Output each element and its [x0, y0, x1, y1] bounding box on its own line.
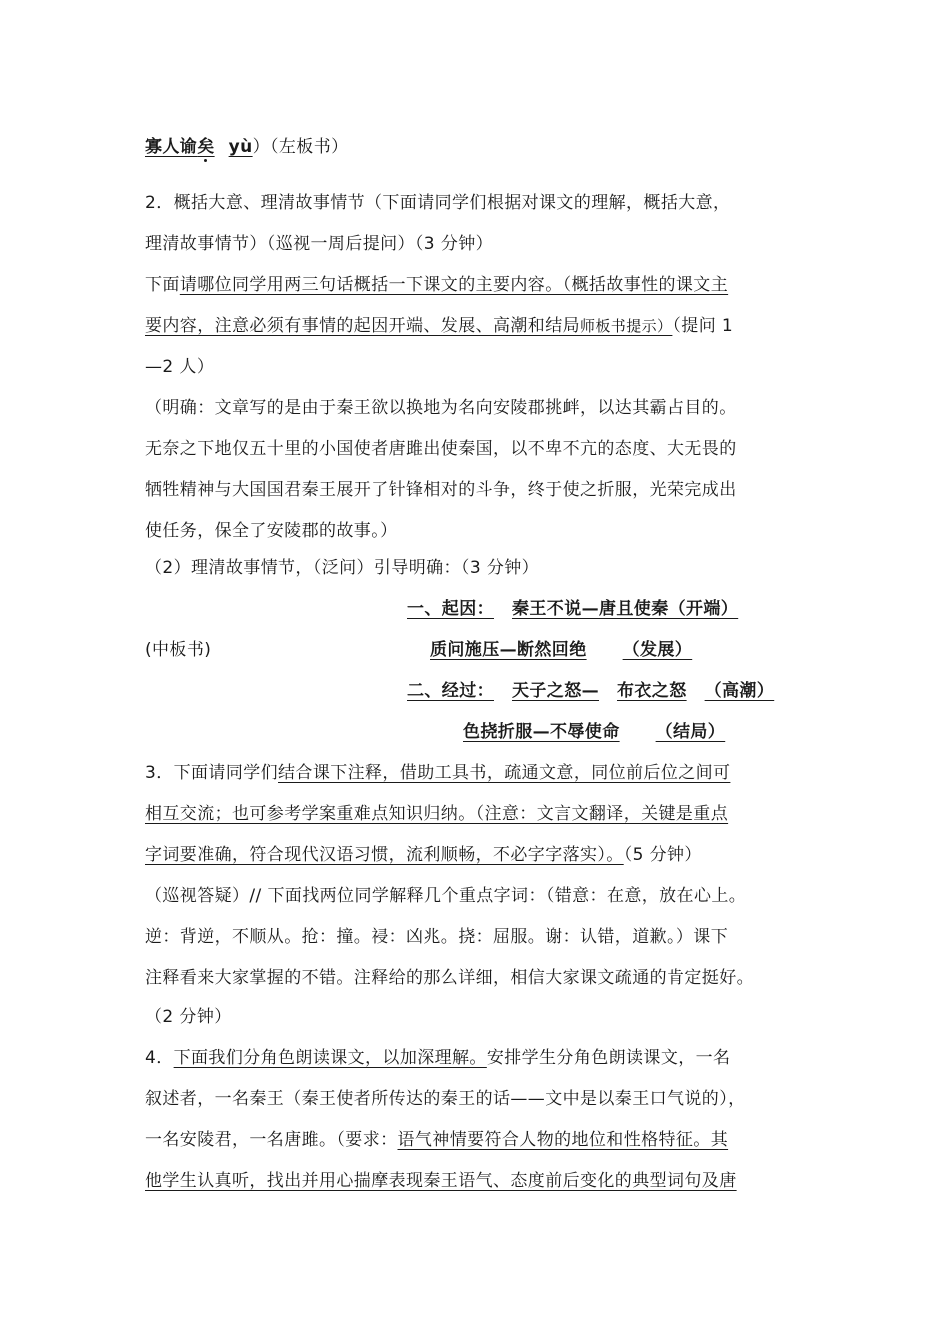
process-label: 二、经过： — [407, 681, 494, 701]
cause-text: 秦王不说—唐且使秦（开端） — [512, 599, 739, 619]
sec3-line3 — [145, 844, 702, 866]
climax-label: （高潮） — [704, 681, 775, 701]
instruction-text: 字词要准确，符合现代汉语习惯，流利顺畅，不必字字落实）。 — [145, 845, 624, 865]
sec2-line5: —2 人） — [145, 357, 215, 377]
sec3-line7: （2 分钟） — [145, 1007, 232, 1027]
sec3-line1 — [145, 762, 730, 784]
sec2-line4 — [145, 315, 733, 337]
commoner-anger: 布衣之怒 — [617, 681, 687, 701]
dotted-char: 矣 — [197, 137, 215, 157]
sec2-line3 — [145, 274, 728, 296]
sec2-line1: 2．概括大意、理清故事情节（下面请同学们根据对课文的理解，概括大意， — [145, 193, 731, 213]
sec4-line1 — [145, 1047, 730, 1069]
question-text: 请哪位同学用两三句话概括一下课文的主要内容。（概括故事性的课文主 — [179, 275, 729, 295]
text: 安排学生分角色朗读课文，一名 — [486, 1048, 731, 1068]
sec4-line4 — [145, 1170, 737, 1192]
teacher-hint-text: 师板书提示） — [580, 317, 673, 335]
board-row1 — [407, 598, 738, 620]
answer-line3: 牺牲精神与大国国君秦王展开了针锋相对的斗争，终于使之折服，光荣完成出 — [145, 480, 737, 500]
question-count: （提问 1 — [672, 316, 734, 336]
sec3-line4: （巡视答疑）// 下面找两位同学解释几个重点字词：（错意：在意，放在心上。 — [145, 886, 747, 906]
emperor-anger: 天子之怒— — [512, 681, 599, 701]
sec4-line2: 叙述者，一名秦王（秦王使者所传达的秦王的话——文中是以秦王口气说的）， — [145, 1089, 746, 1109]
sec3-line2 — [145, 803, 728, 825]
answer-line4: 使任务，保全了安陵郡的故事。） — [145, 521, 398, 541]
development-label: （发展） — [622, 640, 693, 660]
instruction-text: 结合课下注释，借助工具书，疏通文意，同位前后位之间可 — [278, 763, 731, 783]
text: 3．下面请同学们 — [145, 763, 279, 783]
requirement-text: 语气神情要符合人物的地位和性格特征。其 — [397, 1130, 729, 1150]
middle-board-label: (中板书) — [145, 640, 212, 660]
left-board-note: ）（左板书） — [252, 137, 349, 157]
sec3-line6: 注释看来大家掌握的不错。注释给的那么详细，相信大家课文疏通的肯定挺好。 — [145, 968, 754, 988]
plot-question: （2）理清故事情节，（泛问）引导明确：（3 分钟） — [145, 558, 540, 578]
pinyin-text: yù — [228, 137, 253, 157]
ending-label: （结局） — [655, 722, 726, 742]
board-row4 — [463, 721, 725, 743]
board-row3 — [407, 680, 774, 702]
development-text: 质问施压—断然回绝 — [430, 640, 587, 660]
board-note-line — [145, 136, 349, 158]
requirement-text: 要内容，注意必须有事情的起因开端、发展、高潮和结局 — [145, 316, 580, 336]
answer-line1: （明确：文章写的是由于秦王欲以换地为名向安陵郡挑衅，以达其霸占目的。 — [145, 398, 737, 418]
reading-instruction: 下面我们分角色朗读课文，以加深理解。 — [173, 1048, 487, 1068]
time-note: （5 分钟） — [623, 845, 702, 865]
sec4-line3 — [145, 1129, 728, 1151]
sec3-line5: 逆：背逆，不顺从。抢：撞。祲：凶兆。挠：屈服。谢：认错，道歉。）课下 — [145, 927, 729, 947]
answer-line2: 无奈之下地仅五十里的小国使者唐雎出使秦国，以不卑不亢的态度、大无畏的 — [145, 439, 737, 459]
cause-label: 一、起因： — [407, 599, 494, 619]
text: 4． — [145, 1048, 174, 1068]
requirement-text: 他学生认真听，找出并用心揣摩表现秦王语气、态度前后变化的典型词句及唐 — [145, 1171, 737, 1191]
text: 下面 — [145, 275, 180, 295]
sec2-line2: 理清故事情节）（巡视一周后提问）（3 分钟） — [145, 234, 494, 254]
ending-text: 色挠折服—不辱使命 — [463, 722, 620, 742]
instruction-text: 相互交流；也可参考学案重难点知识归纳。（注意：文言文翻译，关键是重点 — [145, 804, 729, 824]
text: 一名安陵君，一名唐雎。（要求： — [145, 1130, 398, 1150]
phrase-text: 寡人谕 — [145, 137, 198, 157]
board-row2 — [430, 639, 692, 661]
